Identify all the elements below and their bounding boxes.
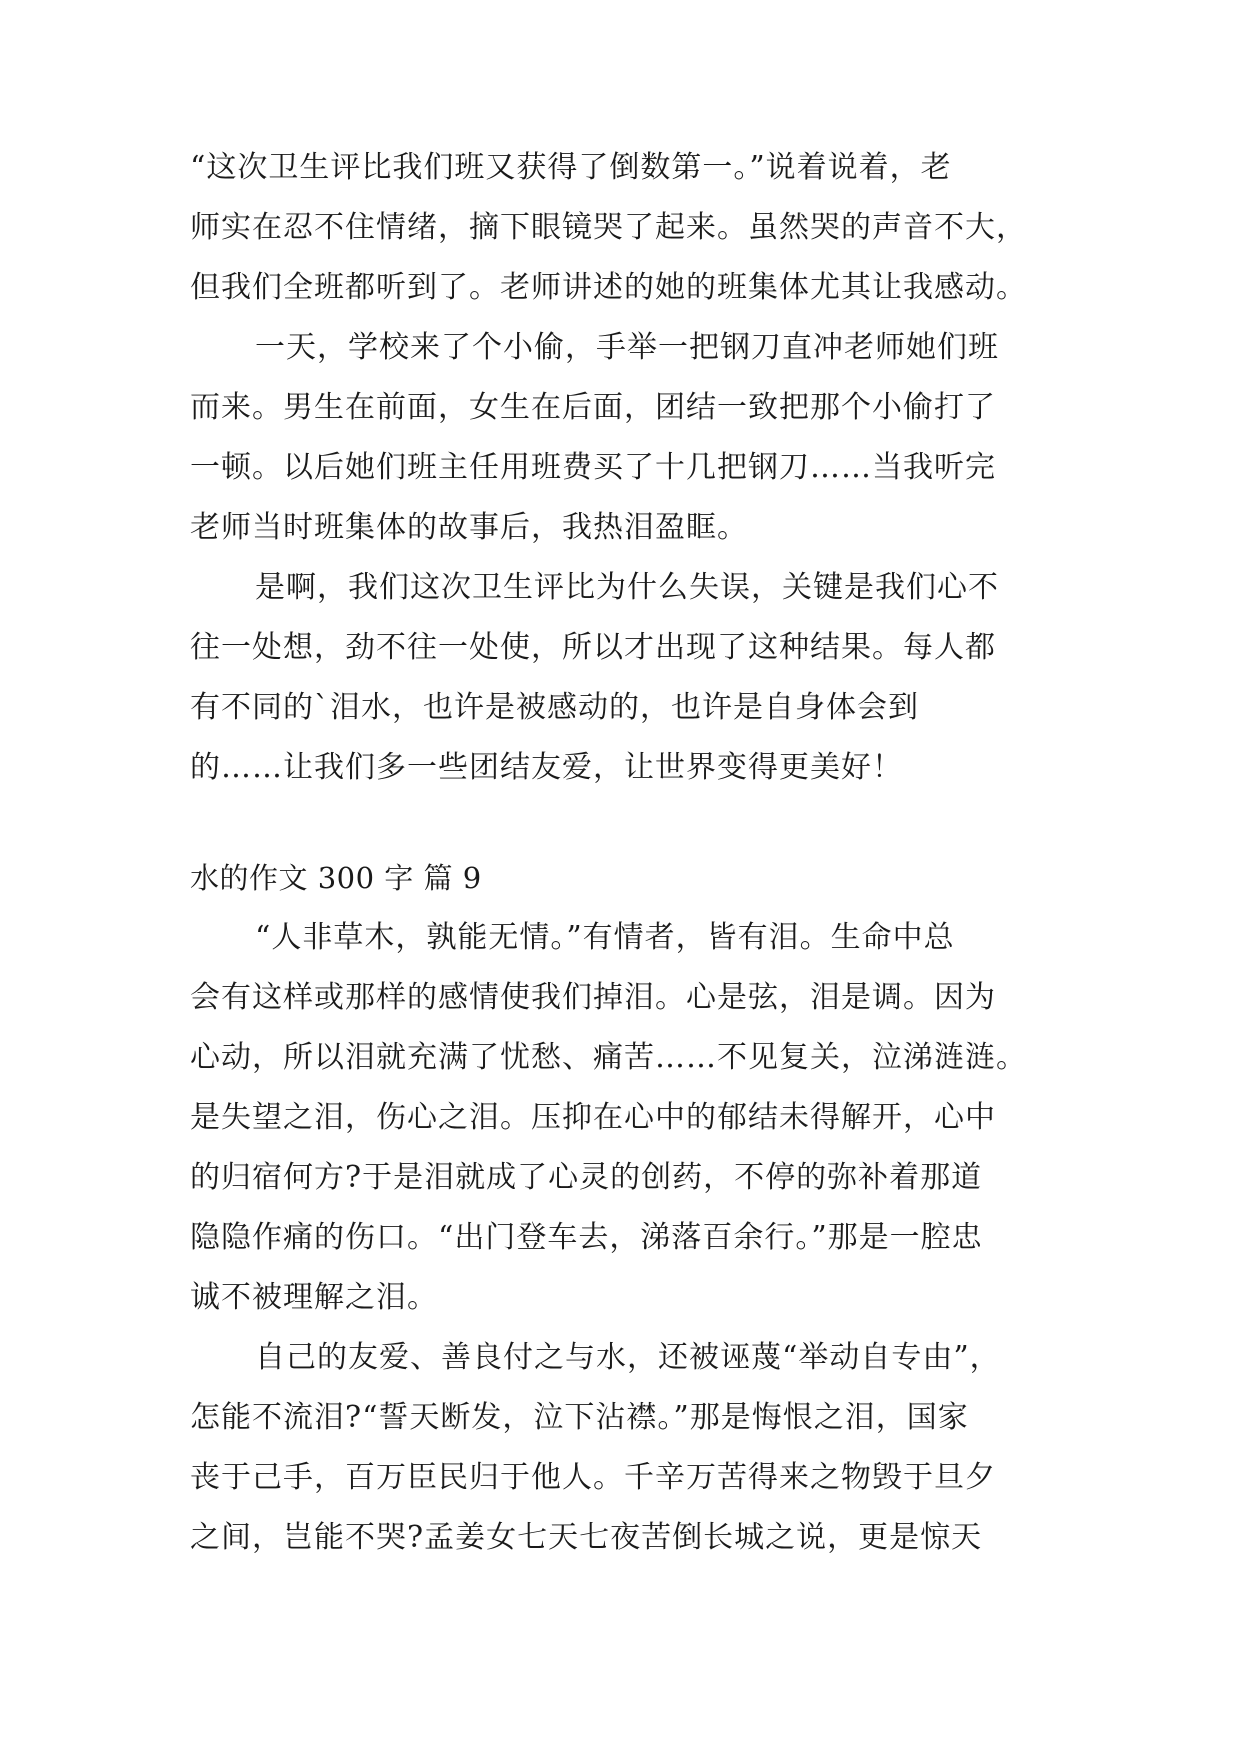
text-line: 自己的友爱、善良付之与水，还被诬蔑“举动自专由”， [255,1340,1001,1375]
text-line: 丧于己手，百万臣民归于他人。千辛万苦得来之物毁于旦夕 [190,1460,996,1495]
text-line: 心动，所以泪就充满了忧愁、痛苦……不见复关，泣涕涟涟。 [190,1040,1027,1075]
text-line: 是失望之泪，伤心之泪。压抑在心中的郁结未得解开，心中 [190,1100,996,1135]
text-line: 会有这样或那样的感情使我们掉泪。心是弦，泪是调。因为 [190,980,996,1015]
section-heading: 水的作文 300 字 篇 9 [190,861,482,895]
text-line: 有不同的`泪水，也许是被感动的，也许是自身体会到 [190,690,919,725]
text-line: “人非草木，孰能无情。”有情者，皆有泪。生命中总 [255,920,955,955]
text-line: 一顿。以后她们班主任用班费买了十几把钢刀……当我听完 [190,450,996,485]
text-line: 而来。男生在前面，女生在后面，团结一致把那个小偷打了 [190,390,996,425]
text-line: 老师当时班集体的故事后，我热泪盈眶。 [190,510,748,545]
text-line: 的……让我们多一些团结友爱，让世界变得更美好！ [190,750,903,785]
text-line: 但我们全班都听到了。老师讲述的她的班集体尤其让我感动。 [190,270,1027,305]
text-line: 的归宿何方?于是泪就成了心灵的创药，不停的弥补着那道 [190,1160,983,1195]
text-line: 一天，学校来了个小偷，手举一把钢刀直冲老师她们班 [255,330,999,365]
text-line: 往一处想，劲不往一处使，所以才出现了这种结果。每人都 [190,630,996,665]
text-line: 诚不被理解之泪。 [190,1280,438,1315]
text-line: 之间，岂能不哭?孟姜女七天七夜苦倒长城之说，更是惊天 [190,1520,983,1555]
text-line: 隐隐作痛的伤口。“出门登车去，涕落百余行。”那是一腔忠 [190,1220,983,1255]
text-line: “这次卫生评比我们班又获得了倒数第一。”说着说着，老 [190,150,952,185]
text-line: 怎能不流泪?“誓天断发，泣下沾襟。”那是悔恨之泪，国家 [190,1400,969,1435]
text-line: 是啊，我们这次卫生评比为什么失误，关键是我们心不 [255,570,999,605]
text-line: 师实在忍不住情绪，摘下眼镜哭了起来。虽然哭的声音不大， [190,210,1027,245]
